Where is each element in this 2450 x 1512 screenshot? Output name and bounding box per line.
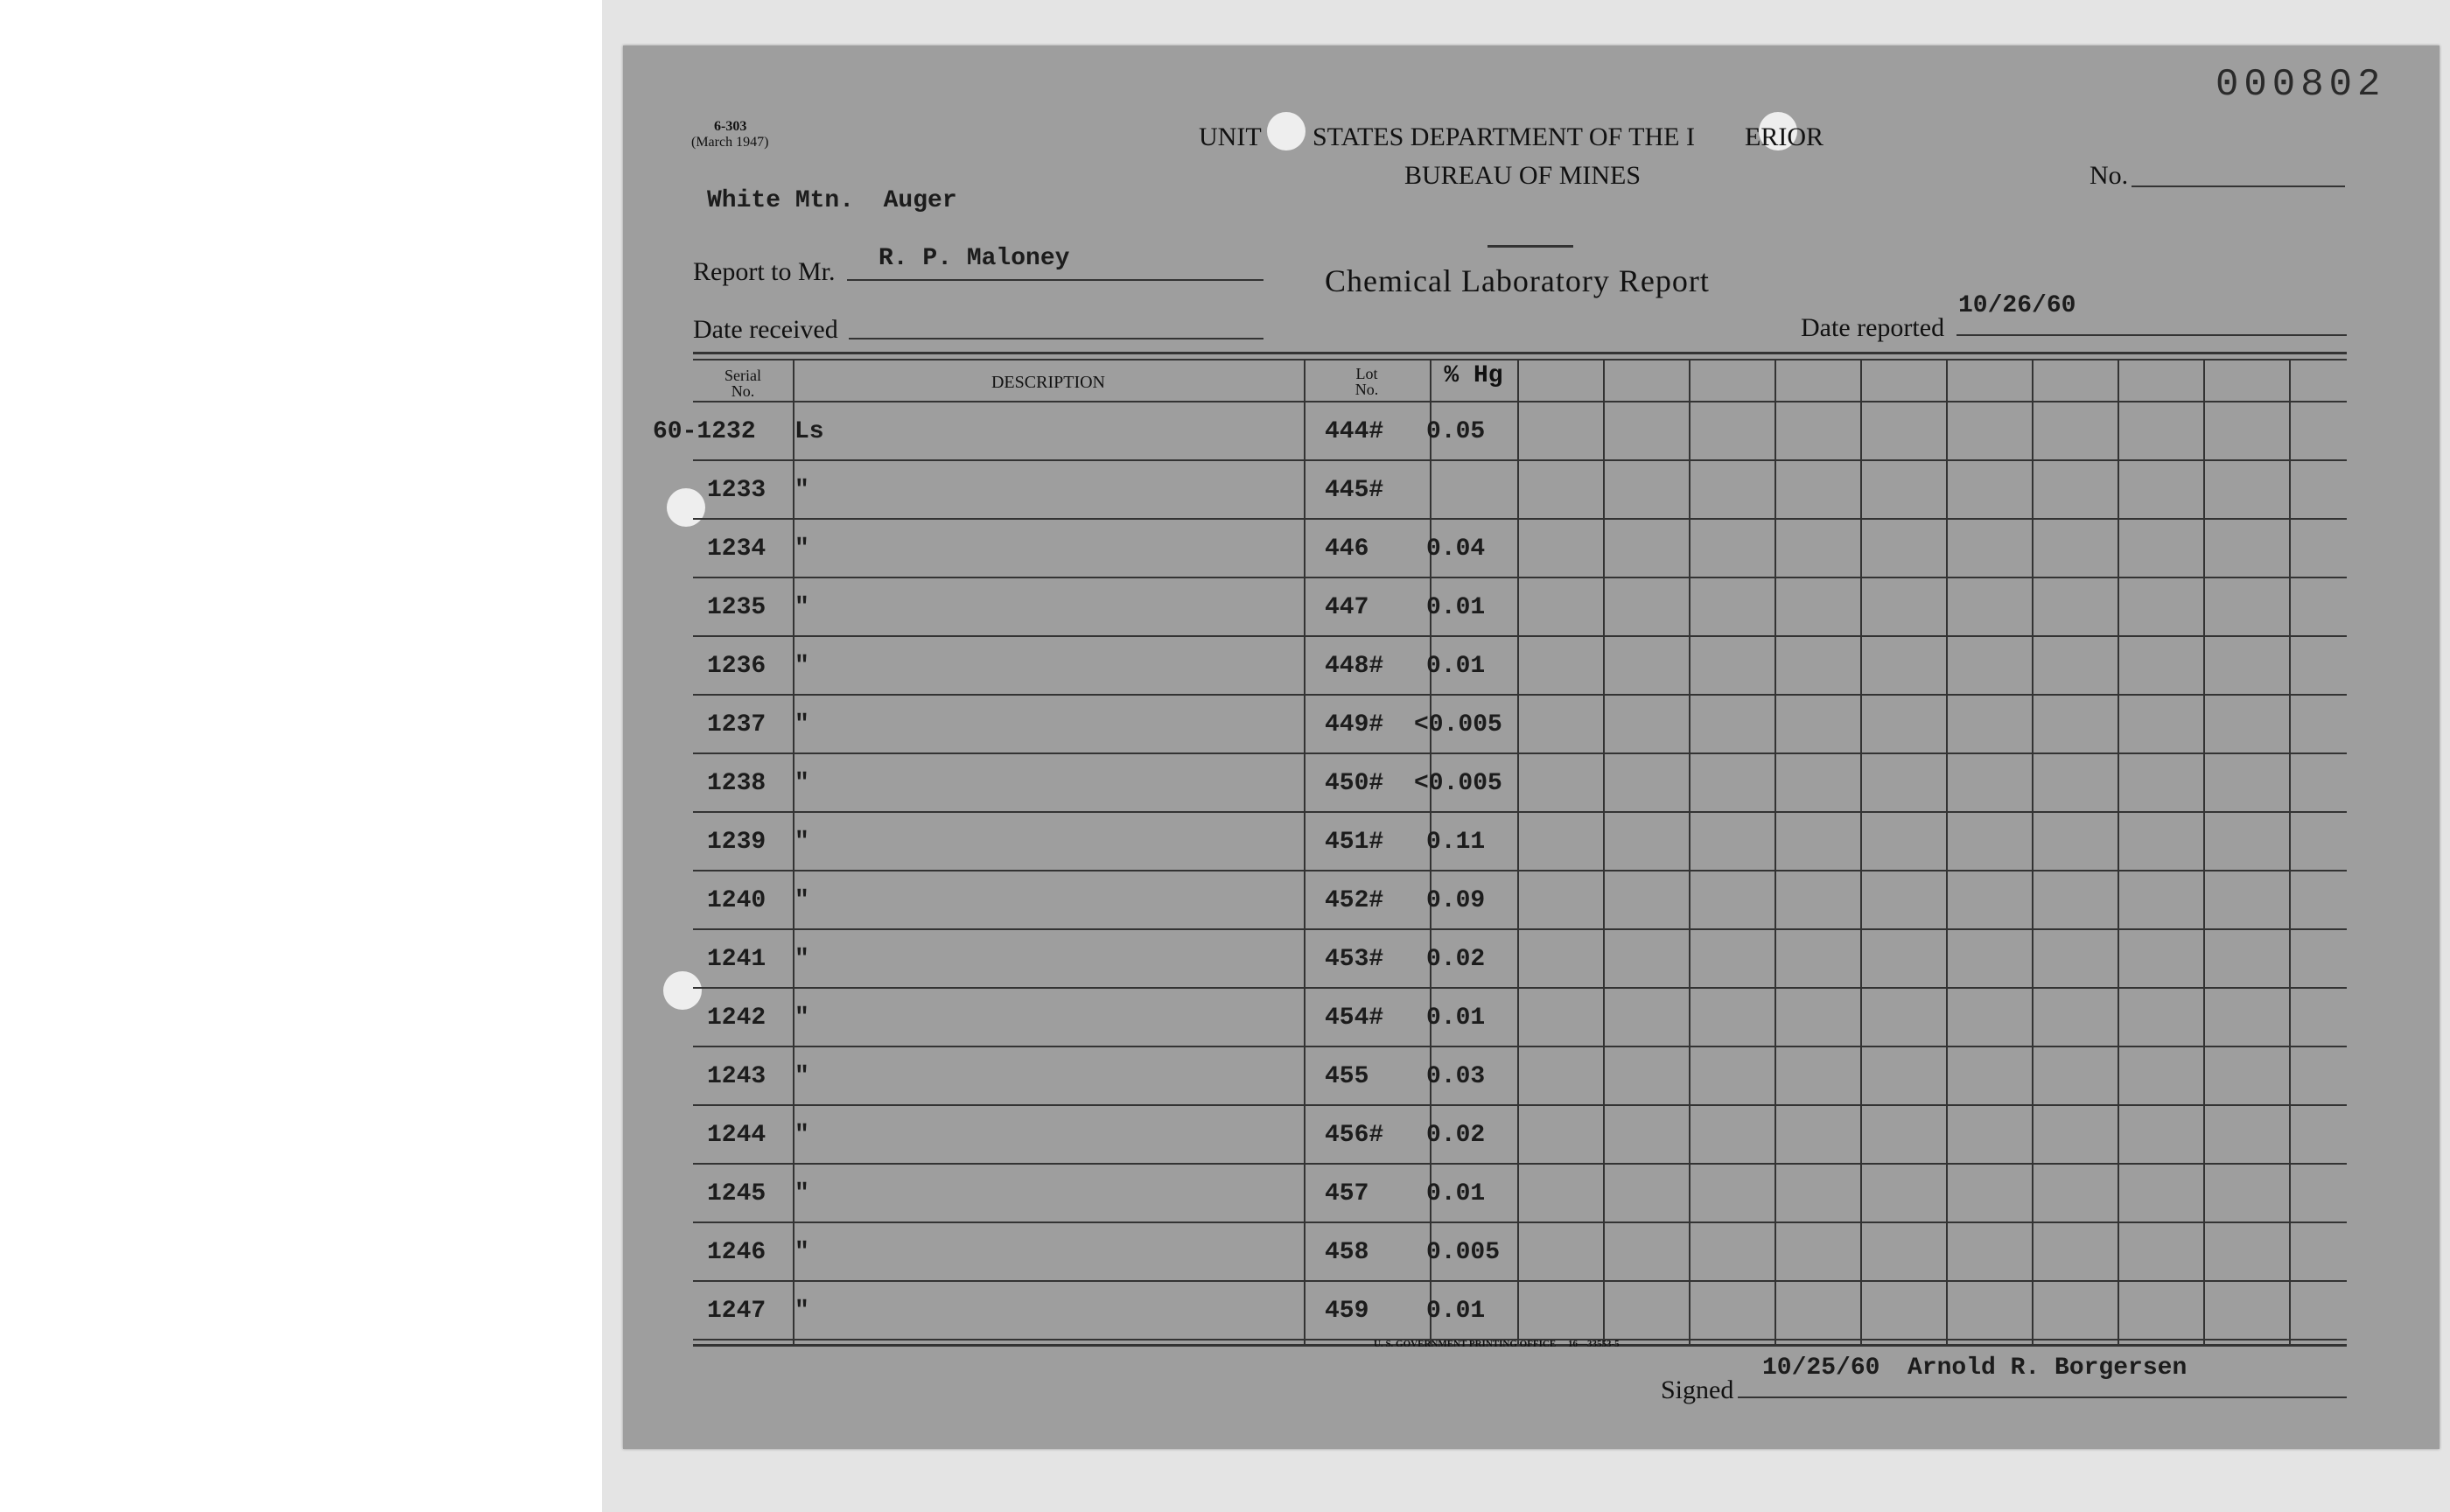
serial-header-line1: Serial <box>724 367 761 384</box>
description-cell: " <box>794 477 809 504</box>
project-name: White Mtn. Auger <box>707 187 957 214</box>
description-cell: " <box>794 1122 809 1149</box>
no-label: No. <box>2090 161 2129 190</box>
hg-cell: 0.05 <box>1426 418 1486 445</box>
description-cell: " <box>794 536 809 563</box>
form-date: (March 1947) <box>691 135 769 150</box>
lot-cell: 446 <box>1325 536 1369 563</box>
table-row <box>693 987 2347 1046</box>
document-number: 000802 <box>2216 63 2386 107</box>
hg-header: % Hg <box>1444 362 1503 389</box>
agency-line1-part3: ERIOR <box>1745 122 1824 151</box>
signed-label: Signed <box>1661 1376 1734 1404</box>
serial-no-header <box>693 368 793 399</box>
lot-header-line1: Lot <box>1355 365 1378 382</box>
hg-cell: 0.01 <box>1426 594 1486 621</box>
table-row <box>693 870 2347 928</box>
table-row <box>693 811 2347 870</box>
serial-cell: 1235 <box>707 594 766 621</box>
lot-cell: 450# <box>1325 770 1384 797</box>
lot-cell: 452# <box>1325 887 1384 914</box>
table-row <box>693 752 2347 811</box>
lot-cell: 459 <box>1325 1298 1369 1325</box>
results-table <box>623 46 2440 1449</box>
serial-cell: 1239 <box>707 829 766 856</box>
date-reported-value: 10/26/60 <box>1958 292 2076 319</box>
table-row <box>693 1163 2347 1222</box>
description-cell: " <box>794 1063 809 1090</box>
table-row <box>693 928 2347 987</box>
lot-header-line2: No. <box>1354 381 1379 398</box>
report-title: Chemical Laboratory Report <box>1325 263 1710 298</box>
report-to-value: R. P. Maloney <box>878 245 1070 272</box>
form-code: 6-303 <box>714 119 747 134</box>
table-row <box>653 401 2347 459</box>
serial-cell: 1238 <box>707 770 766 797</box>
hg-cell: 0.03 <box>1426 1063 1486 1090</box>
lot-cell: 456# <box>1325 1122 1384 1149</box>
signed-underline <box>1738 1396 2347 1398</box>
serial-cell: 1241 <box>707 946 766 973</box>
lot-cell: 457 <box>1325 1180 1369 1208</box>
serial-cell: 1246 <box>707 1239 766 1266</box>
printing-office-line: U. S. GOVERNMENT PRINTING OFFICE 16—33553-5 <box>1374 1339 1620 1349</box>
lot-cell: 448# <box>1325 653 1384 680</box>
description-cell: " <box>794 946 809 973</box>
report-sheet <box>623 46 2440 1449</box>
table-row <box>693 1280 2347 1339</box>
hg-cell: 0.09 <box>1426 887 1486 914</box>
serial-cell: 1244 <box>707 1122 766 1149</box>
serial-cell: 60-1232 <box>653 418 756 445</box>
description-cell: " <box>794 1239 809 1266</box>
lot-cell: 455 <box>1325 1063 1369 1090</box>
table-row <box>693 1222 2347 1280</box>
hg-cell: 0.005 <box>1426 1239 1501 1266</box>
description-cell: " <box>794 887 809 914</box>
description-header: DESCRIPTION <box>990 373 1105 392</box>
lot-cell: 447 <box>1325 594 1369 621</box>
hg-cell: 0.01 <box>1426 653 1486 680</box>
hg-cell: <0.005 <box>1414 770 1502 797</box>
description-cell: " <box>794 653 809 680</box>
serial-cell: 1233 <box>707 477 766 504</box>
hg-cell: 0.11 <box>1426 829 1486 856</box>
hg-cell: 0.01 <box>1426 1180 1486 1208</box>
serial-cell: 1247 <box>707 1298 766 1325</box>
lot-cell: 453# <box>1325 946 1384 973</box>
table-row <box>693 459 2347 518</box>
agency-line1-part2: STATES DEPARTMENT OF THE I <box>1312 122 1695 151</box>
description-cell: Ls <box>794 418 824 445</box>
lot-no-header <box>1304 366 1430 397</box>
table-row <box>693 1104 2347 1163</box>
hg-cell: <0.005 <box>1414 711 1502 738</box>
serial-cell: 1243 <box>707 1063 766 1090</box>
description-cell: " <box>794 594 809 621</box>
table-top-rule <box>693 352 2347 354</box>
table-row <box>693 694 2347 752</box>
hg-cell: 0.04 <box>1426 536 1486 563</box>
table-row <box>693 635 2347 694</box>
description-cell: " <box>794 1004 809 1032</box>
lot-cell: 451# <box>1325 829 1384 856</box>
agency-line2: BUREAU OF MINES <box>1404 161 1642 190</box>
description-cell: " <box>794 1180 809 1208</box>
lot-cell: 449# <box>1325 711 1384 738</box>
serial-header-line2: No. <box>731 382 755 400</box>
date-received-label: Date received <box>693 315 838 344</box>
hg-cell: 0.02 <box>1426 946 1486 973</box>
serial-cell: 1245 <box>707 1180 766 1208</box>
hg-cell: 0.01 <box>1426 1004 1486 1032</box>
table-row <box>693 577 2347 635</box>
lot-cell: 458 <box>1325 1239 1369 1266</box>
table-row <box>693 518 2347 577</box>
serial-cell: 1234 <box>707 536 766 563</box>
serial-cell: 1242 <box>707 1004 766 1032</box>
description-cell: " <box>794 829 809 856</box>
lot-cell: 454# <box>1325 1004 1384 1032</box>
serial-cell: 1240 <box>707 887 766 914</box>
date-reported-label: Date reported <box>1801 313 1945 342</box>
signed-name: Arnold R. Borgersen <box>1908 1354 2188 1382</box>
agency-line1-part1: UNIT <box>1199 122 1262 151</box>
signed-date: 10/25/60 <box>1762 1354 1880 1382</box>
serial-cell: 1236 <box>707 653 766 680</box>
lot-cell: 444# <box>1325 418 1384 445</box>
hg-cell: 0.01 <box>1426 1298 1486 1325</box>
serial-cell: 1237 <box>707 711 766 738</box>
lot-cell: 445# <box>1325 477 1384 504</box>
table-row <box>693 1046 2347 1104</box>
description-cell: " <box>794 770 809 797</box>
report-to-label: Report to Mr. <box>693 257 836 286</box>
description-cell: " <box>794 711 809 738</box>
description-cell: " <box>794 1298 809 1325</box>
table-top-rule <box>693 359 2347 360</box>
hg-cell: 0.02 <box>1426 1122 1486 1149</box>
